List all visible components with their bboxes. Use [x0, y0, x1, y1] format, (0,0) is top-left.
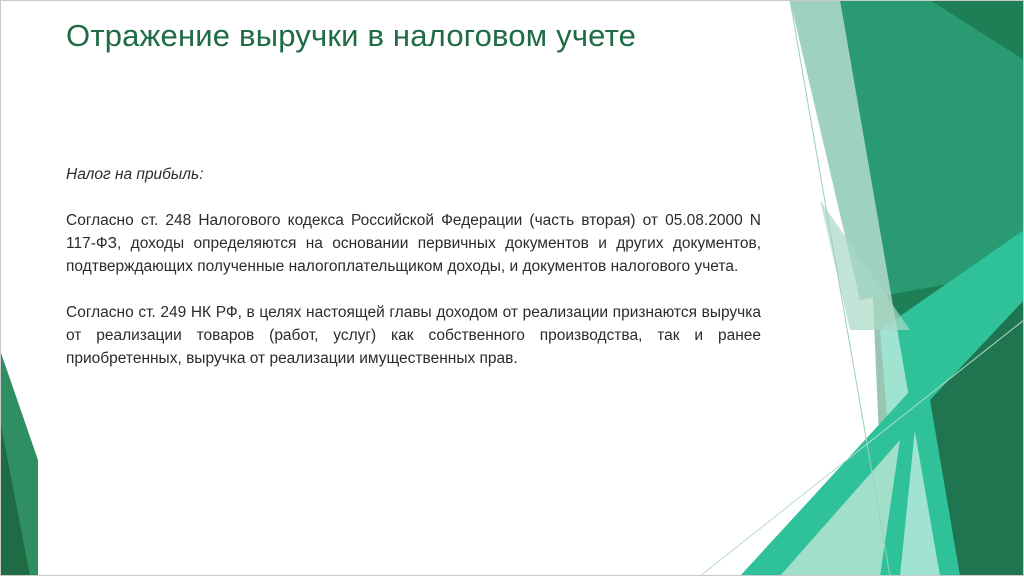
paragraph-1: Согласно ст. 248 Налогового кодекса Российской Федерации (часть вторая) от 05.08.2000 N 117-ФЗ, доходы определяются на основании первичных документов и других документов, подтверждающих полученные налогоплательщиком доходы, и документов налогового учета. — [66, 212, 761, 275]
slide-title: Отражение выручки в налоговом учете — [66, 18, 637, 53]
paragraph-2: Согласно ст. 249 НК РФ, в целях настоящей главы доходом от реализации признаются выручка от реализации товаров (работ, услуг) как собственного производства, так и ранее приобретенных, выручка от реализации имущественных прав. — [66, 304, 761, 367]
slide-body — [66, 163, 761, 393]
subheading: Налог на прибыль: — [66, 166, 204, 183]
